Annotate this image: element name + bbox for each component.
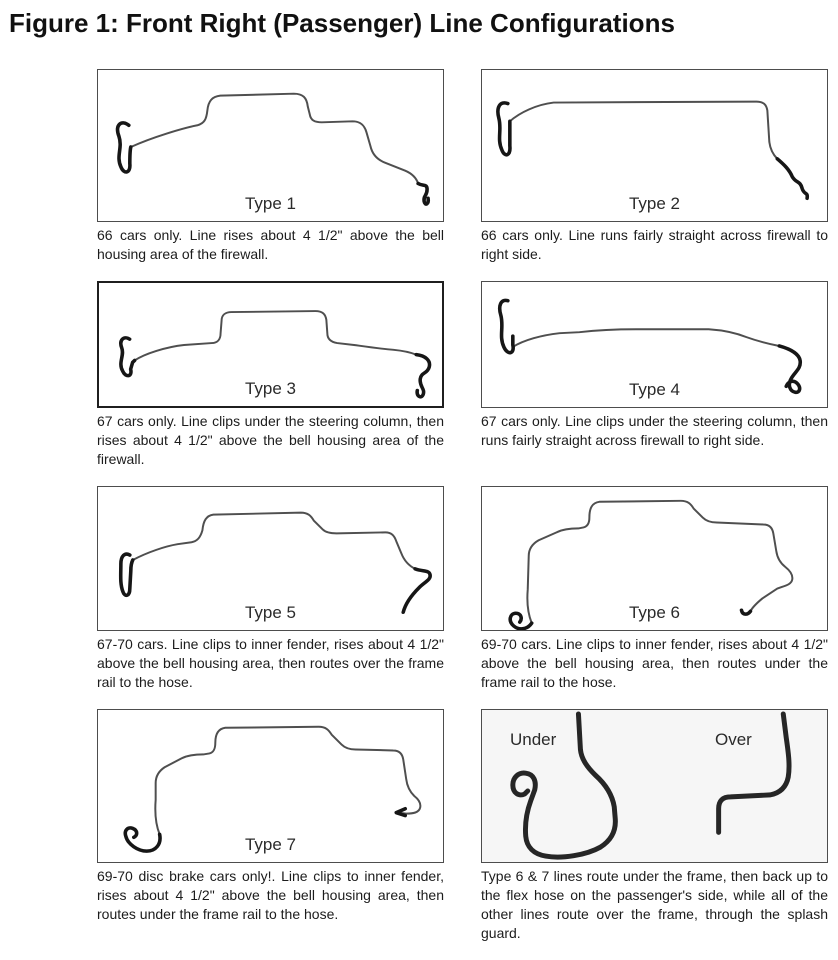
figure-title: Figure 1: Front Right (Passenger) Line Configurations <box>9 8 675 38</box>
under-over-box <box>481 709 828 863</box>
type-6-box <box>481 486 828 631</box>
panel-type-3 <box>97 281 444 469</box>
type-5-label: Type 5 <box>244 603 297 622</box>
type-2-label: Type 2 <box>628 194 681 213</box>
panel-type-7 <box>97 709 444 943</box>
under-label: Under <box>510 730 557 749</box>
type-2-caption: 66 cars only. Line runs fairly straight across firewall to right side. <box>481 227 828 262</box>
panel-grid <box>97 69 828 943</box>
type-1-box <box>97 69 444 222</box>
type-5-caption: 67-70 cars. Line clips to inner fender, rises about 4 1/2" above the bell housing area, then routes over the frame rail to the hose. <box>97 636 444 690</box>
panel-type-2 <box>481 69 828 264</box>
type-4-box <box>481 281 828 408</box>
panel-under-over <box>481 709 828 943</box>
type-4-label: Type 4 <box>628 380 681 399</box>
type-3-caption: 67 cars only. Line clips under the steering column, then rises about 4 1/2" above the bell housing area of the firewall. <box>97 413 444 467</box>
under-over-caption: Type 6 & 7 lines route under the frame, then back up to the flex hose on the passenger's side, while all of the other lines route over the frame, through the splash guard. <box>481 868 828 941</box>
panel-type-4 <box>481 281 828 469</box>
type-7-box <box>97 709 444 863</box>
type-1-caption: 66 cars only. Line rises about 4 1/2" above the bell housing area of the firewall. <box>97 227 444 262</box>
panel-type-5 <box>97 486 444 692</box>
over-label: Over <box>715 730 752 749</box>
type-4-caption: 67 cars only. Line clips under the steering column, then runs fairly straight across firewall to right side. <box>481 413 828 448</box>
type-6-label: Type 6 <box>628 603 681 622</box>
type-5-box <box>97 486 444 631</box>
type-3-label: Type 3 <box>244 379 297 398</box>
type-7-caption: 69-70 disc brake cars only!. Line clips to inner fender, rises about 4 1/2" above the bell housing area, then routes under the frame rail to the hose. <box>97 868 444 922</box>
type-7-label: Type 7 <box>244 835 297 854</box>
type-3-box <box>97 281 444 408</box>
type-6-caption: 69-70 cars. Line clips to inner fender, rises about 4 1/2" above the bell housing area, then routes under the frame rail to the hose. <box>481 636 828 690</box>
panel-type-1 <box>97 69 444 264</box>
type-2-box <box>481 69 828 222</box>
panel-type-6 <box>481 486 828 692</box>
type-1-label: Type 1 <box>244 194 297 213</box>
